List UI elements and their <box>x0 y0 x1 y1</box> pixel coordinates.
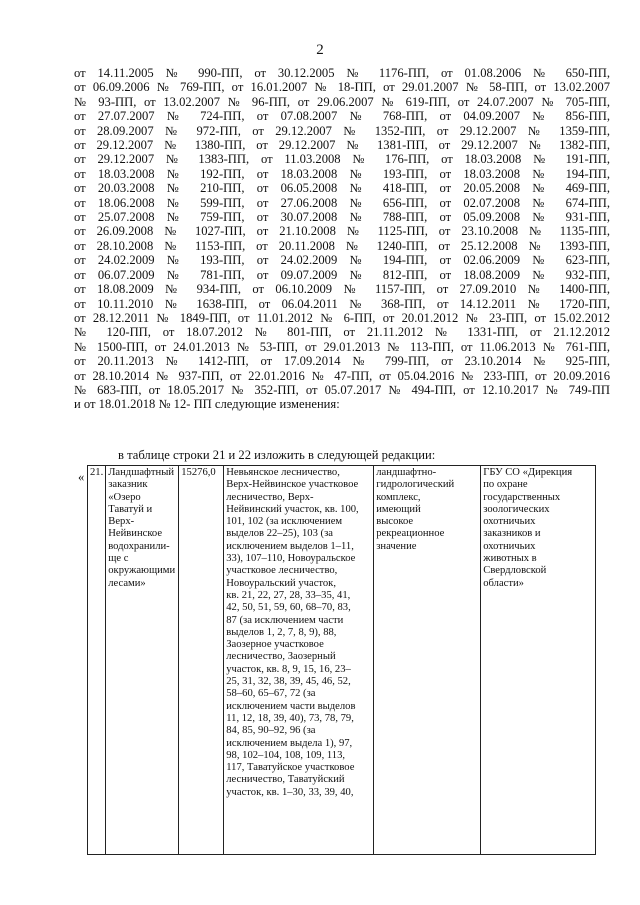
area-name-line: «Озеро <box>108 491 141 503</box>
instruction-line: в таблице строки 21 и 22 изложить в следующей редакции: <box>118 448 436 462</box>
location-line: выделов 22–25), 103 (за <box>226 528 333 540</box>
text-line: от 29.12.2007 № 1383-ПП, от 11.03.2008 № 176-ПП, от 18.03.2008 № 191-ПП, <box>74 152 610 167</box>
text-line: от 28.09.2007 № 972-ПП, от 29.12.2007 № 1352-ПП, от 29.12.2007 № 1359-ПП, <box>74 123 610 138</box>
text-line: от 18.08.2009 № 934-ПП, от 06.10.2009 № 1157-ПП, от 27.09.2010 № 1400-ПП, <box>74 282 610 297</box>
location-line: участок, кв. 8, 9, 15, 16, 23– <box>226 663 351 675</box>
text-line: от 24.02.2009 № 193-ПП, от 24.02.2009 № 194-ПП, от 02.06.2009 № 623-ПП, <box>74 253 610 268</box>
location-line: Новоуральский участок, <box>226 577 336 589</box>
authority-line: заказников и <box>483 528 541 540</box>
area-name-line: водохранили- <box>108 540 170 552</box>
authority-line: по охране <box>483 479 528 491</box>
text-line: от 26.09.2008 № 1027-ПП, от 21.10.2008 № 1125-ПП, от 23.10.2008 № 1135-ПП, <box>74 224 610 239</box>
location-cell <box>224 466 374 855</box>
text-line: от 20.11.2013 № 1412-ПП, от 17.09.2014 № 799-ПП, от 23.10.2014 № 925-ПП, <box>74 354 610 369</box>
text-line: № 683-ПП, от 18.05.2017 № 352-ПП, от 05.07.2017 № 494-ПП, от 12.10.2017 № 749-ПП <box>74 382 610 397</box>
location-line: Нейвинский участок, кв. 100, <box>226 503 359 515</box>
row-number: 21. <box>90 467 104 478</box>
location-line: выделов 1, 2, 7, 8, 9), 88, <box>226 626 337 638</box>
location-line: 84, 85, 90–92, 96 (за <box>226 725 316 737</box>
opening-quote: « <box>78 470 85 484</box>
authority-line: животных в <box>483 553 537 565</box>
location-line: участковое лесничество, <box>226 565 338 577</box>
text-line: от 06.09.2006 № 769-ПП, от 16.01.2007 № 18-ПП, от 29.01.2007 № 58-ПП, от 13.02.2007 <box>74 80 610 95</box>
area-name-line: окружающими <box>108 565 176 577</box>
text-line: от 29.12.2007 № 1380-ПП, от 29.12.2007 № 1381-ПП, от 29.12.2007 № 1382-ПП, <box>74 138 610 153</box>
profile-line: рекреационное <box>376 528 445 540</box>
text-line: от 20.03.2008 № 210-ПП, от 06.05.2008 № 418-ПП, от 20.05.2008 № 469-ПП, <box>74 181 610 196</box>
location-line: 58–60, 65–67, 72 (за <box>226 688 316 700</box>
location-line: 42, 50, 51, 59, 60, 68–70, 83, <box>226 602 351 614</box>
text-line: № 93-ПП, от 13.02.2007 № 96-ПП, от 29.06.2007 № 619-ПП, от 24.07.2007 № 705-ПП, <box>74 94 610 109</box>
profile-line: значение <box>376 540 417 552</box>
profile-line: гидрологический <box>376 479 455 491</box>
location-line: Заозерное участковое <box>226 639 324 651</box>
area-size-cell <box>179 466 224 855</box>
profile-cell <box>374 466 481 855</box>
location-line: Верх-Нейвинское участковое <box>226 479 359 491</box>
location-line: лесничество, Заозерный <box>226 651 336 663</box>
text-line: от 28.12.2011 № 1849-ПП, от 11.01.2012 № 6-ПП, от 20.01.2012 № 23-ПП, от 15.02.2012 <box>74 310 610 325</box>
table-row-21 <box>88 466 596 855</box>
profile-line: высокое <box>376 516 414 528</box>
area-name-line: Таватуй и <box>108 503 153 515</box>
area-name-line: Верх- <box>108 516 135 528</box>
location-line: исключением части выделов <box>226 700 356 712</box>
authority-line: ГБУ СО «Дирекция <box>483 467 573 478</box>
amendment-text <box>74 66 610 412</box>
authority-line: зоологических <box>483 503 550 515</box>
authority-line: государственных <box>483 491 561 503</box>
authority-line: области» <box>483 577 524 589</box>
location-line: Невьянское лесничество, <box>226 467 340 478</box>
area-name-line: лесами» <box>108 577 146 589</box>
area-name-cell <box>106 466 179 855</box>
area-name-line: ще с <box>108 553 129 565</box>
location-line: 98, 102–104, 108, 109, 113, <box>226 749 346 761</box>
text-line: от 14.11.2005 № 990-ПП, от 30.12.2005 № 1176-ПП, от 01.08.2006 № 650-ПП, <box>74 66 610 80</box>
location-line: 87 (за исключением части <box>226 614 344 626</box>
protected-areas-table <box>87 465 596 855</box>
authority-line: охотничьих <box>483 540 536 552</box>
text-line: от 18.06.2008 № 599-ПП, от 27.06.2008 № 656-ПП, от 02.07.2008 № 674-ПП, <box>74 195 610 210</box>
authority-line: Свердловской <box>483 565 547 577</box>
location-line: лесничество, Верх- <box>226 491 314 503</box>
location-line: 25, 31, 32, 38, 39, 45, 46, 52, <box>226 676 351 688</box>
text-line: от 25.07.2008 № 759-ПП, от 30.07.2008 № 788-ПП, от 05.09.2008 № 931-ПП, <box>74 210 610 225</box>
area-size: 15276,0 <box>181 467 216 478</box>
area-name-line: Нейвинское <box>108 528 163 540</box>
authority-line: охотничьих <box>483 516 536 528</box>
text-line: от 28.10.2014 № 937-ПП, от 22.01.2016 № 47-ПП, от 05.04.2016 № 233-ПП, от 20.09.2016 <box>74 368 610 383</box>
location-line: кв. 21, 22, 27, 28, 33–35, 41, <box>226 589 351 601</box>
location-line: исключением выделов 1–11, <box>226 540 354 552</box>
location-line: 11, 12, 18, 39, 40), 73, 78, 79, <box>226 712 354 724</box>
page-number: 2 <box>316 42 324 58</box>
location-line: участок, кв. 1–30, 33, 39, 40, <box>226 786 354 798</box>
text-line: от 27.07.2007 № 724-ПП, от 07.08.2007 № 768-ПП, от 04.09.2007 № 856-ПП, <box>74 109 610 124</box>
location-line: исключением выдела 1), 97, <box>226 737 353 749</box>
text-line: № 1500-ПП, от 24.01.2013 № 53-ПП, от 29.01.2013 № 113-ПП, от 11.06.2013 № 761-ПП, <box>74 339 610 354</box>
location-line: 101, 102 (за исключением <box>226 516 343 528</box>
authority-cell <box>481 466 596 855</box>
text-line: от 10.11.2010 № 1638-ПП, от 06.04.2011 № 368-ПП, от 14.12.2011 № 1720-ПП, <box>74 296 610 311</box>
area-name-line: Ландшафтный <box>108 467 175 478</box>
area-name-line: заказник <box>108 479 148 491</box>
row-number-cell <box>88 466 106 855</box>
location-line: лесничество, Таватуйский <box>226 774 345 786</box>
location-line: 117, Таватуйское участковое <box>226 762 355 774</box>
location-line: 33), 107–110, Новоуральское <box>226 553 356 565</box>
profile-line: ландшафтно- <box>376 467 437 478</box>
text-line: от 06.07.2009 № 781-ПП, от 09.07.2009 № 812-ПП, от 18.08.2009 № 932-ПП, <box>74 267 610 282</box>
profile-line: комплекс, <box>376 491 421 503</box>
text-line: № 120-ПП, от 18.07.2012 № 801-ПП, от 21.11.2012 № 1331-ПП, от 21.12.2012 <box>74 325 610 340</box>
text-line: от 28.10.2008 № 1153-ПП, от 20.11.2008 № 1240-ПП, от 25.12.2008 № 1393-ПП, <box>74 238 610 253</box>
profile-line: имеющий <box>376 503 421 515</box>
text-line: и от 18.01.2018 № 12- ПП следующие изменения: <box>74 397 340 412</box>
text-line: от 18.03.2008 № 192-ПП, от 18.03.2008 № 193-ПП, от 18.03.2008 № 194-ПП, <box>74 166 610 181</box>
